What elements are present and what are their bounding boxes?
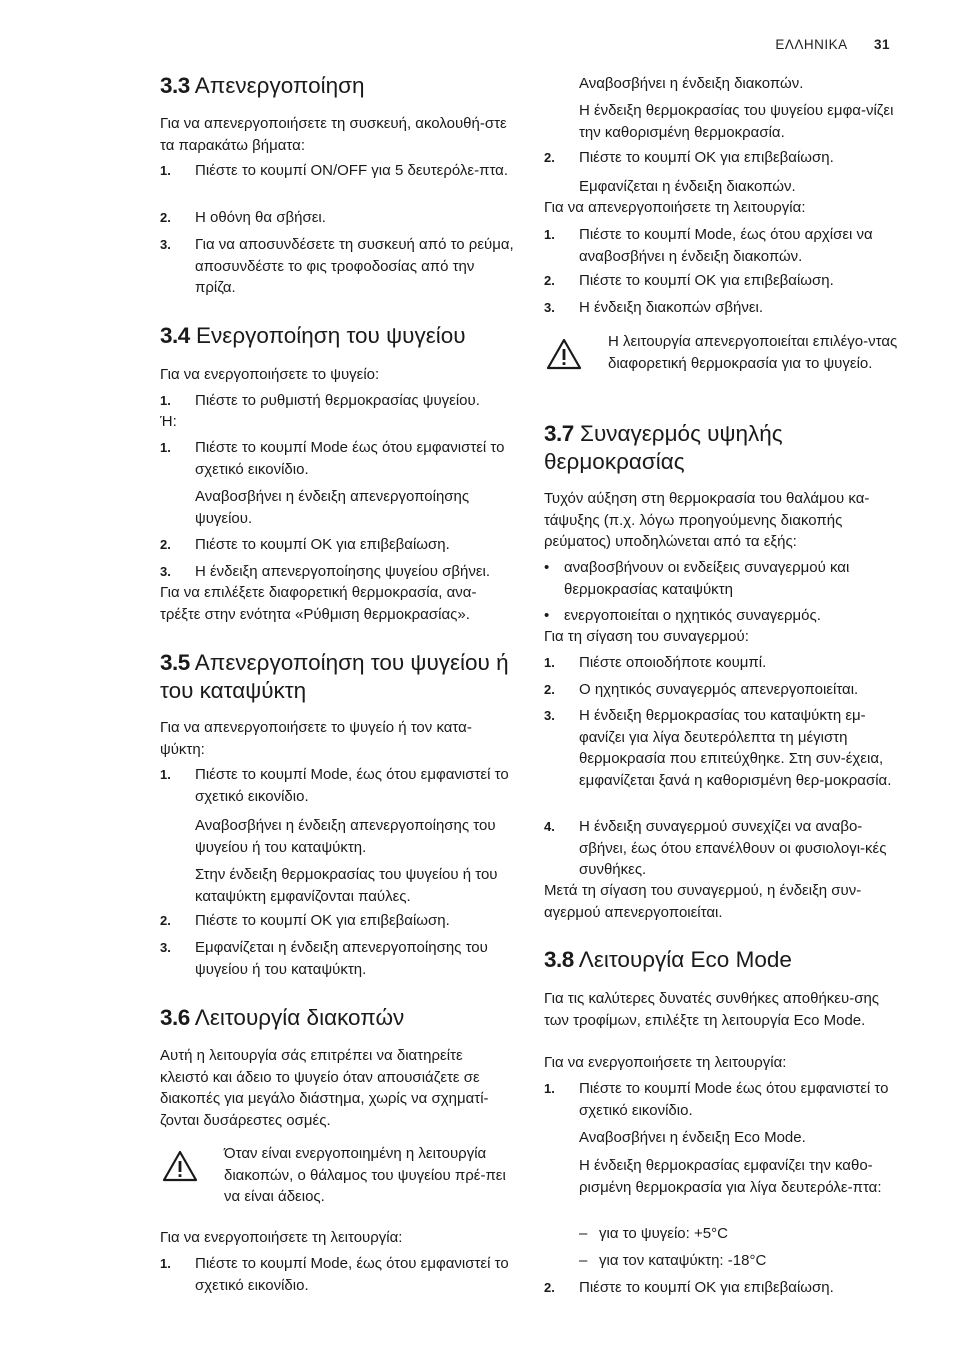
paragraph: Αυτή η λειτουργία σάς επιτρέπει να διατηρείτε κλειστό και άδειο το ψυγείο όταν απουσιάζετε σε διακοπές για μεγάλο διάστημα, χωρίς να σχηματί-ζονται δυσάρεστες οσμές. bbox=[160, 1047, 489, 1129]
section-number: 3.5 bbox=[160, 650, 190, 675]
step-text: Πιέστε οποιοδήποτε κουμπί. bbox=[579, 654, 767, 671]
paragraph: Για τη σίγαση του συναγερμού: bbox=[544, 628, 749, 645]
paragraph: Για να ενεργοποιήσετε τη λειτουργία: bbox=[160, 1229, 403, 1246]
step-number: 1. bbox=[160, 393, 171, 408]
step-text: Πιέστε το κουμπί Mode, έως ότου εμφανιστεί το σχετικό εικονίδιο. bbox=[195, 1255, 509, 1294]
step-note: Αναβοσβήνει η ένδειξη απενεργοποίησης ψυγείου. bbox=[195, 488, 470, 527]
dash-mark: – bbox=[579, 1252, 588, 1269]
paragraph: Τυχόν αύξηση στη θερμοκρασία του θαλάμου κα-τάψυξης (π.χ. λόγω προηγούμενης διακοπής ρεύματος) υποδηλώνεται από τα εξής: bbox=[544, 490, 870, 550]
section-number: 3.7 bbox=[544, 421, 574, 446]
bullet-mark: • bbox=[544, 559, 550, 576]
step-item bbox=[544, 1078, 899, 1121]
step-number: 3. bbox=[544, 300, 555, 315]
step-note: Στην ένδειξη θερμοκρασίας του ψυγείου ή του καταψύκτη εμφανίζονται παύλες. bbox=[195, 866, 498, 905]
step-text: Η ένδειξη συναγερμού συνεχίζει να αναβο-σβήνει, έως ότου επανέλθουν οι φυσιολογι-κές συνθήκες. bbox=[579, 818, 887, 878]
language-label: ΕΛΛΗΝΙΚΑ bbox=[775, 37, 848, 52]
warning-text: Η λειτουργία απενεργοποιείται επιλέγο-ντας διαφορετική θερμοκρασία για το ψυγείο. bbox=[608, 333, 898, 372]
step-item bbox=[544, 705, 899, 791]
step-note: Εμφανίζεται η ένδειξη διακοπών. bbox=[579, 178, 796, 195]
section-title: Συναγερμός υψηλής θερμοκρασίας bbox=[544, 421, 783, 474]
step-text: Πιέστε το ρυθμιστή θερμοκρασίας ψυγείου. bbox=[195, 392, 480, 409]
paragraph: Για να ενεργοποιήσετε το ψυγείο: bbox=[160, 366, 380, 383]
bullet-text: αναβοσβήνουν οι ενδείξεις συναγερμού και θερμοκρασίας καταψύκτη bbox=[564, 559, 850, 598]
step-note: Αναβοσβήνει η ένδειξη διακοπών. bbox=[579, 75, 804, 92]
step-number: 2. bbox=[544, 1280, 555, 1295]
step-number: 1. bbox=[160, 440, 171, 455]
step-number: 3. bbox=[160, 940, 171, 955]
step-text: Πιέστε το κουμπί Mode, έως ότου αρχίσει να αναβοσβήνει η ένδειξη διακοπών. bbox=[579, 226, 873, 265]
bullet-item bbox=[544, 605, 899, 627]
paragraph: Για να απενεργοποιήσετε το ψυγείο ή τον κατα-ψύκτη: bbox=[160, 719, 472, 758]
section-number: 3.4 bbox=[160, 323, 190, 348]
section-heading-3-6 bbox=[160, 1004, 515, 1032]
step-item bbox=[160, 910, 515, 932]
page-number: 31 bbox=[873, 37, 890, 52]
step-number: 1. bbox=[544, 227, 555, 242]
section-heading-3-7 bbox=[544, 420, 899, 476]
step-text: Πιέστε το κουμπί Mode, έως ότου εμφανιστεί το σχετικό εικονίδιο. bbox=[195, 766, 509, 805]
step-number: 3. bbox=[160, 564, 171, 579]
step-note: Η ένδειξη θερμοκρασίας του ψυγείου εμφα-νίζει την καθορισμένη θερμοκρασία. bbox=[579, 102, 894, 141]
step-text: Για να αποσυνδέσετε τη συσκευή από το ρεύμα, αποσυνδέστε το φις τροφοδοσίας από την πρίζα. bbox=[195, 236, 514, 296]
section-heading-3-4 bbox=[160, 322, 515, 350]
section-title: Απενεργοποίηση του ψυγείου ή του καταψύκτη bbox=[160, 650, 509, 703]
step-number: 1. bbox=[160, 1256, 171, 1271]
paragraph: Για να απενεργοποιήσετε τη συσκευή, ακολουθή-στε τα παρακάτω βήματα: bbox=[160, 115, 507, 154]
paragraph: Για να επιλέξετε διαφορετική θερμοκρασία, ανα-τρέξτε στην ενότητα «Ρύθμιση θερμοκρασίας». bbox=[160, 584, 477, 623]
step-item bbox=[160, 437, 515, 480]
step-text: Η ένδειξη θερμοκρασίας του καταψύκτη εμ-φανίζει για λίγα δευτερόλεπτα τη μέγιστη θερμοκρασία που επιτεύχθηκε. Στη συν-έχεια, εμφανίζεται ξανά η καθορισμένη θερ-μοκρασία. bbox=[579, 707, 892, 789]
section-title: Απενεργοποίηση bbox=[194, 73, 365, 98]
warning-note bbox=[160, 1143, 515, 1208]
warning-note bbox=[544, 331, 899, 374]
warning-icon bbox=[162, 1150, 198, 1182]
paragraph: Ή: bbox=[160, 413, 177, 430]
step-item bbox=[544, 816, 899, 881]
step-item bbox=[544, 224, 899, 267]
section-number: 3.6 bbox=[160, 1005, 190, 1030]
step-number: 2. bbox=[544, 273, 555, 288]
section-title: Λειτουργία Eco Mode bbox=[578, 947, 792, 972]
step-item bbox=[160, 390, 515, 412]
step-number: 2. bbox=[160, 537, 171, 552]
dash-text: για τον καταψύκτη: -18°C bbox=[599, 1252, 767, 1269]
step-text: Πιέστε το κουμπί OK για επιβεβαίωση. bbox=[579, 1279, 834, 1296]
step-item bbox=[544, 1277, 899, 1299]
step-number: 4. bbox=[544, 819, 555, 834]
step-text: Πιέστε το κουμπί Mode έως ότου εμφανιστεί το σχετικό εικονίδιο. bbox=[579, 1080, 889, 1119]
step-text: Πιέστε το κουμπί Mode έως ότου εμφανιστεί το σχετικό εικονίδιο. bbox=[195, 439, 505, 478]
step-text: Ο ηχητικός συναγερμός απενεργοποιείται. bbox=[579, 681, 859, 698]
warning-text: Όταν είναι ενεργοποιημένη η λειτουργία διακοπών, ο θάλαμος του ψυγείου πρέ-πει να είναι άδειος. bbox=[224, 1145, 506, 1205]
step-text: Πιέστε το κουμπί ON/OFF για 5 δευτερόλε-πτα. bbox=[195, 162, 509, 179]
step-number: 1. bbox=[544, 1081, 555, 1096]
step-number: 2. bbox=[544, 150, 555, 165]
step-note: Η ένδειξη θερμοκρασίας εμφανίζει την καθο-ρισμένη θερμοκρασία για λίγα δευτερόλε-πτα: bbox=[579, 1157, 882, 1196]
step-note: Αναβοσβήνει η ένδειξη Eco Mode. bbox=[579, 1129, 806, 1146]
step-item bbox=[544, 147, 899, 169]
step-note: Αναβοσβήνει η ένδειξη απενεργοποίησης του ψυγείου ή του καταψύκτη. bbox=[195, 817, 496, 856]
section-title: Ενεργοποίηση του ψυγείου bbox=[196, 323, 466, 348]
section-number: 3.8 bbox=[544, 947, 574, 972]
step-number: 2. bbox=[160, 913, 171, 928]
dash-item bbox=[544, 1250, 899, 1272]
step-number: 1. bbox=[544, 655, 555, 670]
bullet-text: ενεργοποιείται ο ηχητικός συναγερμός. bbox=[564, 607, 821, 624]
page-header bbox=[775, 37, 890, 52]
step-item bbox=[160, 764, 515, 807]
section-heading-3-3 bbox=[160, 72, 515, 100]
section-number: 3.3 bbox=[160, 73, 190, 98]
step-item bbox=[160, 561, 515, 583]
section-heading-3-8 bbox=[544, 946, 899, 974]
step-item bbox=[160, 207, 515, 229]
step-number: 2. bbox=[544, 682, 555, 697]
step-text: Η ένδειξη διακοπών σβήνει. bbox=[579, 299, 764, 316]
paragraph: Μετά τη σίγαση του συναγερμού, η ένδειξη συν-αγερμού απενεργοποιείται. bbox=[544, 882, 862, 921]
dash-item bbox=[544, 1223, 899, 1245]
bullet-mark: • bbox=[544, 607, 550, 624]
step-item bbox=[544, 679, 899, 701]
bullet-item bbox=[544, 557, 899, 600]
step-item bbox=[544, 652, 899, 674]
step-text: Πιέστε το κουμπί OK για επιβεβαίωση. bbox=[579, 149, 834, 166]
paragraph: Για να ενεργοποιήσετε τη λειτουργία: bbox=[544, 1054, 787, 1071]
step-text: Η οθόνη θα σβήσει. bbox=[195, 209, 326, 226]
step-number: 1. bbox=[160, 163, 171, 178]
paragraph: Για να απενεργοποιήσετε τη λειτουργία: bbox=[544, 199, 806, 216]
step-text: Πιέστε το κουμπί OK για επιβεβαίωση. bbox=[195, 536, 450, 553]
step-text: Η ένδειξη απενεργοποίησης ψυγείου σβήνει. bbox=[195, 563, 491, 580]
warning-icon bbox=[546, 338, 582, 370]
step-text: Πιέστε το κουμπί OK για επιβεβαίωση. bbox=[579, 272, 834, 289]
step-text: Πιέστε το κουμπί OK για επιβεβαίωση. bbox=[195, 912, 450, 929]
step-item bbox=[160, 1253, 515, 1296]
step-item bbox=[544, 297, 899, 319]
step-item bbox=[160, 937, 515, 980]
step-item bbox=[544, 270, 899, 292]
step-number: 2. bbox=[160, 210, 171, 225]
step-item bbox=[160, 234, 515, 299]
step-number: 1. bbox=[160, 767, 171, 782]
section-heading-3-5 bbox=[160, 649, 515, 705]
step-item bbox=[160, 160, 515, 182]
step-number: 3. bbox=[544, 708, 555, 723]
dash-mark: – bbox=[579, 1225, 588, 1242]
step-number: 3. bbox=[160, 237, 171, 252]
paragraph: Για τις καλύτερες δυνατές συνθήκες αποθήκευ-σης των τροφίμων, επιλέξτε τη λειτουργία Eco Mode. bbox=[544, 990, 880, 1029]
step-item bbox=[160, 534, 515, 556]
step-text: Εμφανίζεται η ένδειξη απενεργοποίησης του ψυγείου ή του καταψύκτη. bbox=[195, 939, 488, 978]
section-title: Λειτουργία διακοπών bbox=[194, 1005, 405, 1030]
dash-text: για το ψυγείο: +5°C bbox=[599, 1225, 728, 1242]
